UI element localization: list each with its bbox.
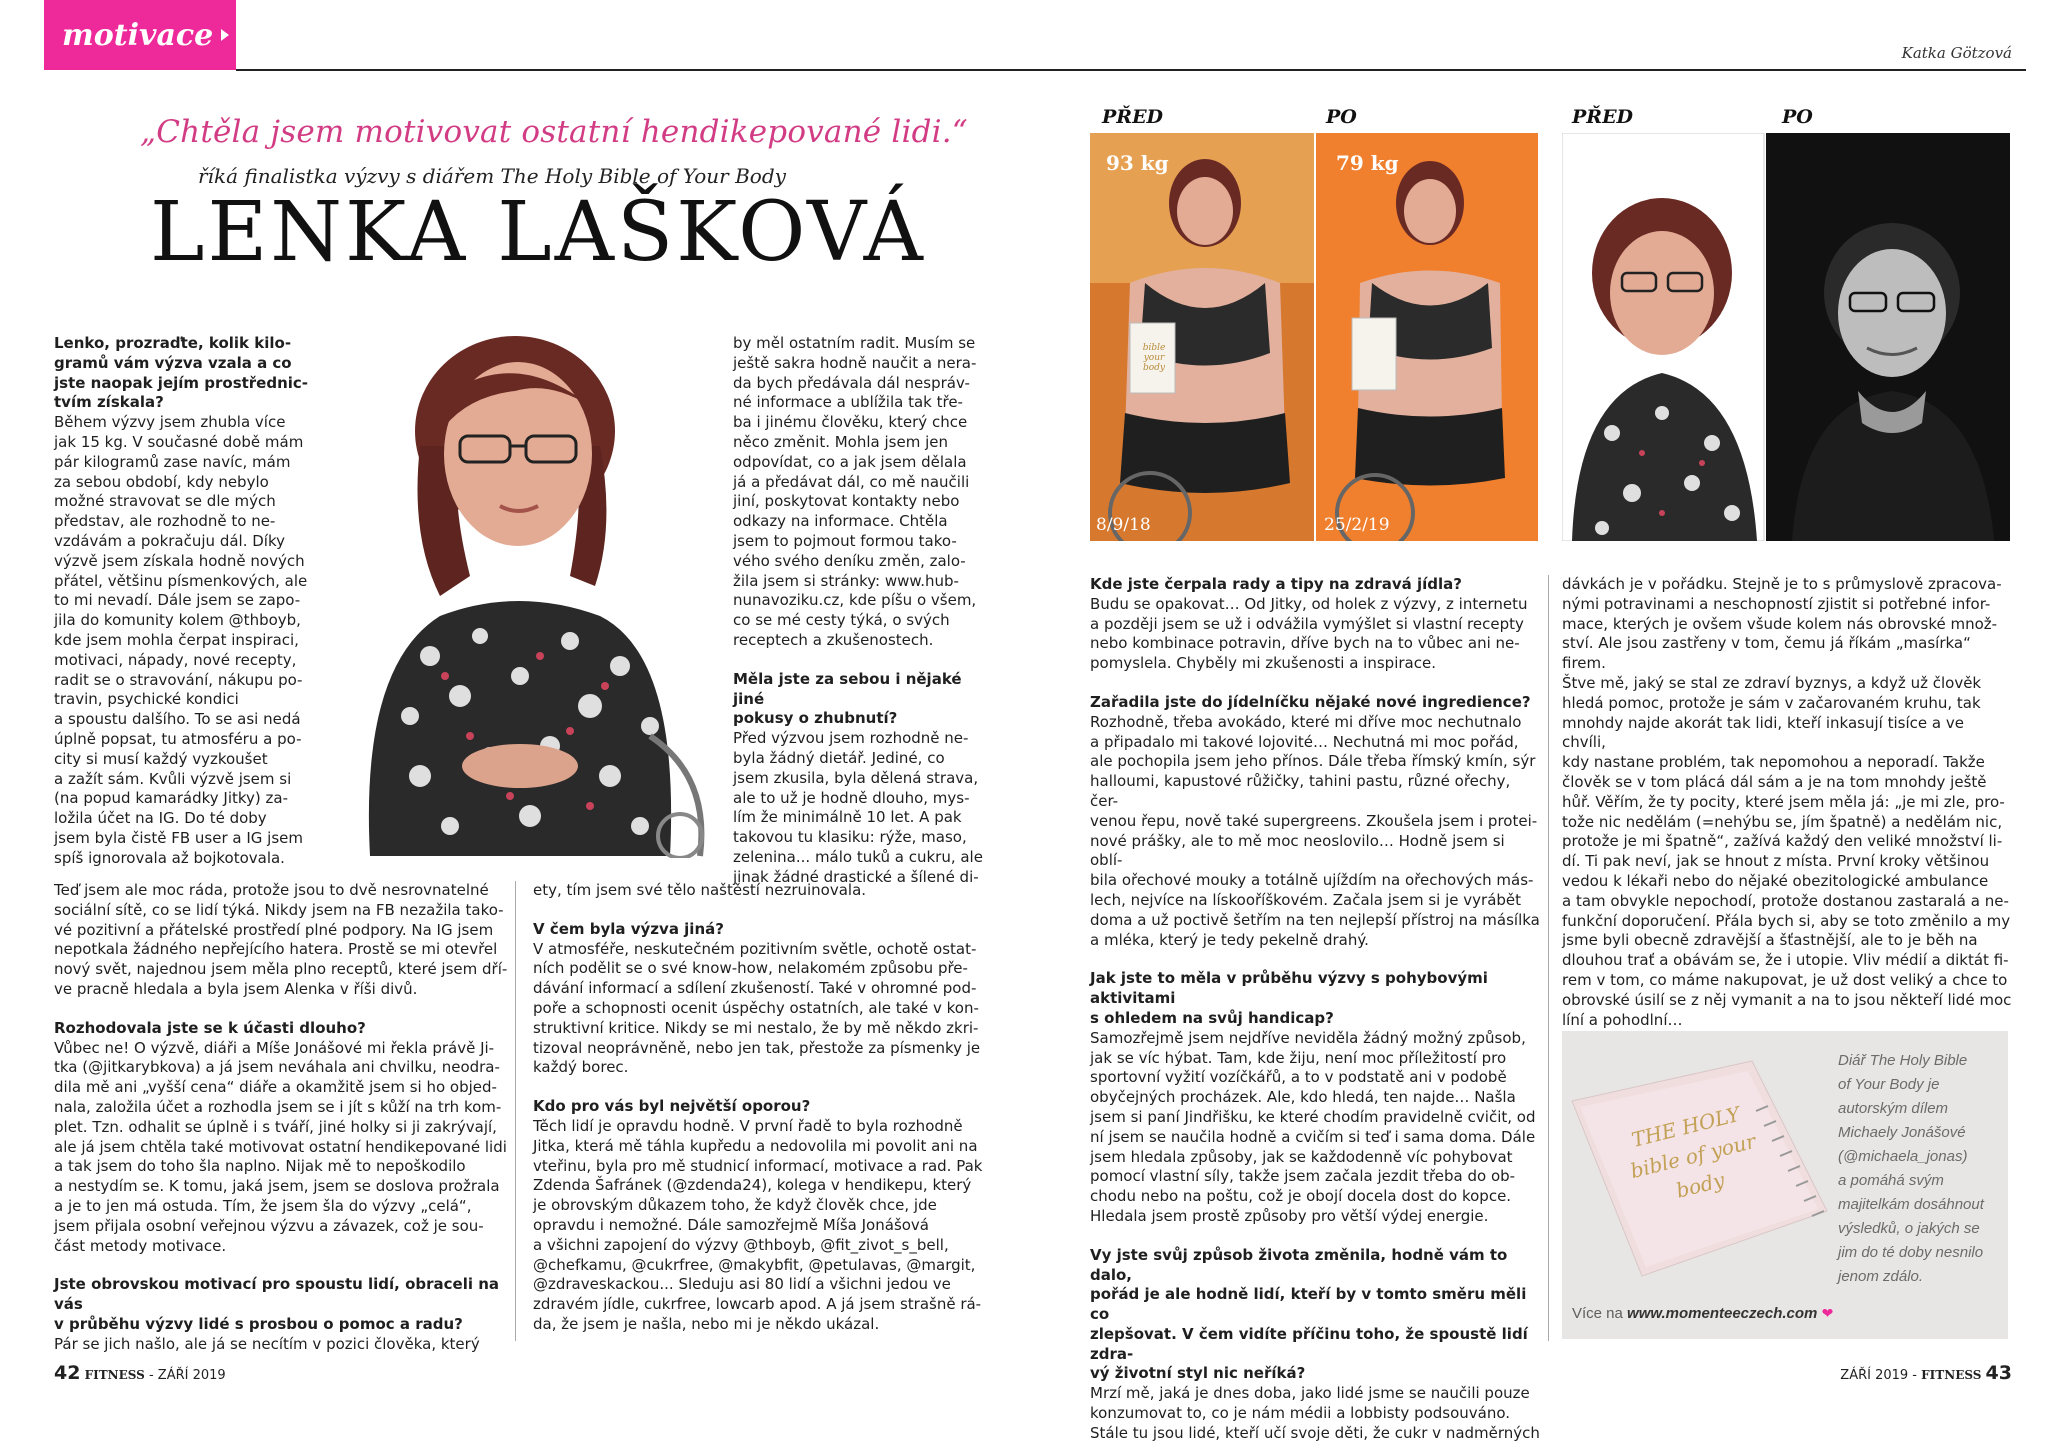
answer-line: (na popud kamarádky Jitky) za- xyxy=(54,789,289,808)
before-after-photo-1 xyxy=(1090,133,1538,541)
answer-line: a nestydím se. K tomu, jaká jsem, jsem se doslova prožrala xyxy=(54,1177,500,1196)
after-label-2: PO xyxy=(1782,106,1813,128)
question-line: gramů vám výzva vzala a co xyxy=(54,353,292,372)
answer-line: možné stravovat se dle mých xyxy=(54,492,276,511)
article-column-2-bottom xyxy=(533,881,993,1335)
paragraph-gap xyxy=(54,1256,530,1275)
answer-line: jsem zkusila, byla dělená strava, xyxy=(733,768,979,787)
answer-line: to mi nevadí. Dále jsem se zapo- xyxy=(54,591,301,610)
answer-line: dlouhou trať a obávám se, že i utopie. Vliv médií a diktát fi- xyxy=(1562,951,2009,970)
page-number-left: 42 xyxy=(54,1362,81,1384)
answer-line: opravdu i nemožné. Dále samozřejmě Míša Jonášová xyxy=(533,1215,929,1234)
answer-line: Během výzvy jsem zhubla více xyxy=(54,413,286,432)
answer-line: a později jsem se už i odvážila vymýšlet si vlastní recepty xyxy=(1090,614,1524,633)
answer-line: byla žádný dietář. Jediné, co xyxy=(733,748,945,767)
question-line: pokusy o zhubnutí? xyxy=(733,709,898,728)
diary-promo-box xyxy=(1562,1031,2008,1339)
footer-left xyxy=(54,1362,226,1384)
answer-line: líní a pohodlní… xyxy=(1562,1010,1683,1029)
answer-line: jsem si paní Jindřišku, ke které chodím pravidelně cvičit, od xyxy=(1090,1107,1536,1126)
answer-line: sociální sítě, co se lidí týká. Nikdy jsem na FB nezažila tako- xyxy=(54,900,504,919)
answer-line: protože je mi špatně“, zažívá každý den veliké množství li- xyxy=(1562,832,2003,851)
answer-line: tizoval neoprávněně, nebo jen tak, přestože za písmenky je xyxy=(533,1038,981,1057)
answer-line: radit se o stravování, nákupu po- xyxy=(54,670,303,689)
date-after: 25/2/19 xyxy=(1324,515,1390,535)
question-line: Vy jste svůj způsob života změnila, hodně vám to dalo, xyxy=(1090,1245,1508,1284)
answer-line: dí. Ti pak neví, jak se hnout z místa. První kroky většinou xyxy=(1562,852,1990,871)
question-line: pořád je ale hodně lidí, kteří by v tomto směru měli co xyxy=(1090,1285,1527,1324)
heart-icon: ❤ xyxy=(1821,1305,1834,1321)
answer-line: nala, založila účet a rozhodla jsem se i jít s kůží na trh kom- xyxy=(54,1097,502,1116)
answer-line: nový svět, najednou jsem měla plno receptů, které jsem dří- xyxy=(54,960,508,979)
answer-line: Stále tu jsou lidé, kteří učí svoje děti, že cukr v nadměrných xyxy=(1090,1423,1540,1442)
answer-line: takovou tu klasiku: rýže, maso, xyxy=(733,828,967,847)
answer-line: nebo kombinace potravin, dříve bych na to vůbec ani ne- xyxy=(1090,634,1520,653)
answer-line: vzdávám a pokračuju dál. Díky xyxy=(54,531,285,550)
answer-line: kdy nastane problém, tak nepomohou a neporadí. Takže xyxy=(1562,753,1985,772)
answer-line: rem v tom, co máme nakupovat, je už dost veliký a chce to xyxy=(1562,970,2008,989)
answer-line: Jitka, která mě táhla kupředu a nedovolila mi povolit ani na xyxy=(533,1136,978,1155)
answer-line: hledá pomoc, protože je sám v začarovaném kruhu, tak xyxy=(1562,693,1981,712)
answer-line: jsem byla čistě FB user a IG jsem xyxy=(54,828,303,847)
column-divider-right xyxy=(1548,575,1549,1341)
question-line: s ohledem na svůj handicap? xyxy=(1090,1008,1334,1027)
header-rule xyxy=(236,69,2026,71)
answer-line: představ, ale rozhodně to ne- xyxy=(54,512,276,531)
answer-line: a mléka, který je tedy pekelně drahý. xyxy=(1090,930,1369,949)
answer-line: co se mé cesty týká, o svých xyxy=(733,611,950,630)
answer-line: každý borec. xyxy=(533,1058,629,1077)
answer-line: nepotkala žádného nepřejícího hatera. Prostě se mi otevřel xyxy=(54,940,498,959)
answer-line: da bych předávala dál nespráv- xyxy=(733,373,970,392)
answer-line: ale to už je hodně dlouho, mys- xyxy=(733,788,970,807)
answer-line: a je to jen má ostuda. Tím, že jsem šla do výzvy „celá“, xyxy=(54,1196,472,1215)
promo-line: jenom zdálo. xyxy=(1838,1268,1924,1285)
answer-line: za sebou období, kdy nebylo xyxy=(54,472,269,491)
answer-line: ještě sakra hodně naučit a nera- xyxy=(733,353,977,372)
answer-line: člověk se v tom plácá dál sám a je na tom mnohdy ještě xyxy=(1562,772,1987,791)
answer-line: ety, tím jsem své tělo naštěstí nezruinovala. xyxy=(533,881,867,899)
question-line: Jak jste to měla v průběhu výzvy s pohybovými aktivitami xyxy=(1090,969,1488,1008)
answer-line: Mrzí mě, jaká je dnes doba, jako lidé jsme se naučili pouze xyxy=(1090,1384,1530,1403)
question-line: Zařadila jste do jídelníčku nějaké nové ingredience? xyxy=(1090,692,1531,711)
answer-line: Samozřejmě jsem nejdříve neviděla žádný možný způsob, xyxy=(1090,1028,1526,1047)
question-line: zlepšovat. V čem vidíte příčinu toho, že spoustě lidí zdra- xyxy=(1090,1324,1528,1363)
paragraph-gap xyxy=(1090,950,1540,969)
answer-line: ve pracně hledala a byla jsem Alenka v říši divů. xyxy=(54,979,418,998)
answer-line: pomyslela. Chyběly mi zkušenosti a inspirace. xyxy=(1090,654,1436,673)
answer-line: jsme byli obecně zdravější a šťastnější, ale to je běh na xyxy=(1562,931,1978,950)
answer-line: a spoustu dalšího. To se asi nedá xyxy=(54,710,301,729)
answer-line: dávkách je v pořádku. Stejně je to s průmyslově zpracova- xyxy=(1562,575,2002,593)
answer-line: halloumi, kapustové růžičky, tahini pastu, různé ořechy, čer- xyxy=(1090,772,1511,810)
question-line: tvím získala? xyxy=(54,393,164,412)
answer-line: nými potravinami a neschopností zjistit si potřebné infor- xyxy=(1562,594,1991,613)
before-after-photo-2 xyxy=(1562,133,2010,541)
weight-after: 79 kg xyxy=(1336,151,1399,175)
headline-subtitle: říká finalistka výzvy s diářem The Holy Bible of Your Body xyxy=(198,164,786,188)
paragraph-gap xyxy=(533,1078,993,1097)
footer-mag-right: FITNESS xyxy=(1921,1368,1982,1382)
question-line: vý životní styl nic neříká? xyxy=(1090,1364,1306,1383)
promo-line: a pomáhá svým xyxy=(1838,1172,1944,1189)
portrait-photo xyxy=(350,336,750,858)
answer-line: zelenina... málo tuků a cukru, ale xyxy=(733,847,983,866)
answer-line: a tak jsem do toho šla naplno. Nijak mě to nepoškodilo xyxy=(54,1157,466,1176)
chevron-right-icon xyxy=(221,29,229,41)
promo-line: výsledků, o jakých se xyxy=(1838,1220,1980,1237)
answer-line: poře a schopnosti ocenit úspěchy ostatních, ale také v kon- xyxy=(533,998,979,1017)
answer-line: chodu nebo na poštu, což je obojí docela dost do kopce. xyxy=(1090,1187,1512,1206)
before-label-1: PŘED xyxy=(1102,106,1164,128)
promo-link-url[interactable]: www.momenteeczech.com xyxy=(1627,1305,1818,1322)
answer-line: Rozhodně, třeba avokádo, které mi dříve moc nechutnalo xyxy=(1090,712,1522,731)
answer-line: by měl ostatním radit. Musím se xyxy=(733,334,976,352)
answer-line: jak se víc hýbat. Tam, kde žiju, není moc příležitostí pro xyxy=(1090,1048,1507,1067)
answer-line: nunavoziku.cz, kde píšu o všem, xyxy=(733,591,977,610)
article-column-4 xyxy=(1562,575,2012,1030)
question-line: V čem byla výzva jiná? xyxy=(533,919,724,938)
promo-line: of Your Body je xyxy=(1838,1076,1940,1093)
question-line: Kde jste čerpala rady a tipy na zdravá jídla? xyxy=(1090,575,1462,593)
answer-line: lím že minimálně 10 let. A pak xyxy=(733,808,962,827)
answer-line: dila mě ani „vyšší cena“ diáře a okamžitě jsem si ho objed- xyxy=(54,1078,497,1097)
promo-line: majitelkám dosáhnout xyxy=(1838,1196,1984,1213)
answer-line: bila ořechové mouky a totálně ujíždím na ořechových más- xyxy=(1090,871,1534,890)
paragraph-gap xyxy=(1090,1227,1540,1246)
question-line: v průběhu výzvy lidé s prosbou o pomoc a radu? xyxy=(54,1314,463,1333)
answer-line: Štve mě, jaký se stal ze zdraví byznys, a když už člověk xyxy=(1562,673,1982,692)
answer-line: funkční doporučení. Přála bych si, aby se toto změnilo a my xyxy=(1562,911,2011,930)
answer-line: jak 15 kg. V současné době mám xyxy=(54,432,304,451)
before-label-2: PŘED xyxy=(1572,106,1634,128)
answer-line: Vůbec ne! O výzvě, diáři a Míše Jonášové mi řekla právě Ji- xyxy=(54,1038,495,1057)
answer-line: ství. Ale jsou zastřeny v tom, čemu já říkám „masírka“ firem. xyxy=(1562,634,1971,673)
paragraph-gap xyxy=(1090,674,1540,693)
answer-line: travin, psychické kondici xyxy=(54,690,239,709)
answer-line: spíš ignorovala až bojkotovala. xyxy=(54,848,285,867)
answer-line: pomocí vlastní síly, takže jsem začala jezdit třeba do ob- xyxy=(1090,1167,1516,1186)
headline-name: LENKA LAŠKOVÁ xyxy=(150,185,926,280)
section-tag-label: motivace xyxy=(62,17,214,53)
before-after-photo-1-art xyxy=(1090,133,1538,541)
promo-line: autorským dílem xyxy=(1838,1100,1949,1117)
answer-line: Zdenda Šafránek (@zdenda24), kolega v hendikepu, který xyxy=(533,1176,972,1195)
answer-line: jinak žádné drastické a šílené di- xyxy=(733,867,979,886)
answer-line: ale pochopila jsem jeho přínos. Dále třeba římský kmín, sýr xyxy=(1090,752,1536,771)
article-column-1-top xyxy=(54,334,354,869)
weight-before: 93 kg xyxy=(1106,151,1169,175)
answer-line: konzumovat to, co je nám médii a lobbisty podsouváno. xyxy=(1090,1404,1511,1423)
promo-text xyxy=(1838,1049,2006,1289)
answer-line: Pár se jich našlo, ale já se necítím v pozici člověka, který xyxy=(54,1334,480,1353)
answer-line: doma a už poctivě šetřím na ten nejlepší přístroj na másílka xyxy=(1090,910,1540,929)
answer-line: Těch lidí je opravdu hodně. V první řadě to byla rozhodně xyxy=(533,1116,963,1135)
answer-line: ní jsem se naučila hodně a cvičím si teď i sama doma. Dále xyxy=(1090,1127,1536,1146)
promo-line: (@michaela_jonas) xyxy=(1838,1148,1968,1165)
answer-line: já a předávat dál, co mě naučili xyxy=(733,472,970,491)
footer-mag-left: FITNESS xyxy=(84,1368,145,1382)
answer-line: hůř. Věřím, že ty pocity, které jsem měla já: „je mi zle, pro- xyxy=(1562,792,2005,811)
column-divider xyxy=(515,881,516,1341)
answer-line: ba i jinému člověku, který chce xyxy=(733,413,968,432)
answer-line: vé pozitivní a přátelské prostředí plné podpory. Na IG jsem xyxy=(54,920,494,939)
promo-link[interactable] xyxy=(1572,1305,1833,1322)
article-column-1-bottom xyxy=(54,881,530,1355)
answer-line: jsem hledala způsoby, jak se každodenně víc pohybovat xyxy=(1090,1147,1513,1166)
answer-line: Před výzvou jsem rozhodně ne- xyxy=(733,729,969,748)
answer-line: obrovské úsilí se z něj vymanit a na to jsou někteří lidé moc xyxy=(1562,990,2012,1009)
answer-line: tože nic nedělám (=nehýbu se, jím špatně) a nedělám nic, xyxy=(1562,812,2003,831)
answer-line: Budu se opakovat… Od Jitky, od holek z výzvy, z internetu xyxy=(1090,594,1528,613)
question-line: Rozhodovala jste se k účasti dlouho? xyxy=(54,1018,366,1037)
article-column-3 xyxy=(1090,575,1540,1444)
answer-line: mace, kterých je ovšem všude kolem nás obrovské množ- xyxy=(1562,614,1998,633)
answer-line: V atmosféře, neskutečném pozitivním světle, ochotě ostat- xyxy=(533,939,977,958)
answer-line: a tam obvykle nepochodí, protože dostanou zastaralá a ne- xyxy=(1562,891,2009,910)
answer-line: @chefkamu, @cukrfree, @makybfit, @petulavas, @margit, xyxy=(533,1255,976,1274)
answer-line: je obrovským důkazem toho, že když člověk chce, jde xyxy=(533,1196,937,1215)
answer-line: jsem to pojmout formou tako- xyxy=(733,531,957,550)
answer-line: jila do komunity kolem @thboyb, xyxy=(54,611,301,630)
answer-line: Hledala jsem prostě způsoby pro větší výdej energie. xyxy=(1090,1206,1489,1225)
answer-line: mnohdy najde akorát tak lidi, kteří inkasují tisíce a ve chvíli, xyxy=(1562,713,1964,752)
answer-line: zdravém jídle, cukrfree, lowcarb apod. A já jsem strašně rá- xyxy=(533,1295,982,1314)
question-line: Lenko, prozraďte, kolik kilo- xyxy=(54,334,292,352)
promo-line: jim do té doby nesnilo xyxy=(1838,1244,1984,1261)
answer-line: jsem přijala osobní veřejnou výzvu a závazek, což je sou- xyxy=(54,1216,484,1235)
answer-line: Teď jsem ale moc ráda, protože jsou to dvě nesrovnatelné xyxy=(54,881,489,899)
pull-quote: „Chtěla jsem motivovat ostatní hendikepované lidi.“ xyxy=(140,114,968,150)
answer-line: výzvě jsem získala hodně nových xyxy=(54,551,305,570)
question-line: jste naopak jejím prostřednic- xyxy=(54,373,309,392)
answer-line: něco změnit. Mohla jsem jen xyxy=(733,432,948,451)
answer-line: motivaci, nápady, nové recepty, xyxy=(54,650,297,669)
answer-line: kde jsem mohla čerpat inspiraci, xyxy=(54,630,299,649)
answer-line: sportovní vyžití vozíčkářů, a to v podstatě ani v podobě xyxy=(1090,1068,1507,1087)
answer-line: vého svého deníku změn, zalo- xyxy=(733,551,966,570)
answer-line: ložila účet na IG. Do té doby xyxy=(54,809,267,828)
answer-line: lech, nejvíce na lískooříškovém. Začala jsem si je vyrábět xyxy=(1090,890,1522,909)
footer-date-right: ZÁŘÍ 2019 - xyxy=(1840,1368,1918,1383)
section-tag xyxy=(44,0,236,70)
paragraph-gap xyxy=(54,1000,530,1019)
paragraph-gap xyxy=(533,901,993,920)
page-number-right: 43 xyxy=(1985,1362,2012,1384)
promo-line: Michaely Jonášové xyxy=(1838,1124,1966,1141)
answer-line: přátel, většinu písmenkových, ale xyxy=(54,571,308,590)
answer-line: né informace a ublížila tak tře- xyxy=(733,393,963,412)
answer-line: vteřinu, byla pro mě studnicí informací, motivace a rad. Pak xyxy=(533,1156,983,1175)
answer-line: tka (@jitkarybkova) a já jsem neváhala ani chvilku, neodra- xyxy=(54,1058,500,1077)
answer-line: a všichni zapojení do výzvy @thboyb, @fit_zivot_s_bell, xyxy=(533,1235,949,1254)
author-name: Katka Götzová xyxy=(1901,44,2012,62)
answer-line: da, že jsem je našla, nebo mi je někdo ukázal. xyxy=(533,1314,880,1333)
answer-line: a připadalo mi takové lojovité… Nechutná mi moc pořád, xyxy=(1090,732,1519,751)
answer-line: žila jsem si stránky: www.hub- xyxy=(733,571,959,590)
footer-right xyxy=(1840,1362,2012,1384)
answer-line: dávání informací a sdílení zkušeností. Také v ohromné pod- xyxy=(533,979,977,998)
answer-line: vedou k lékaři nebo do nějaké obezitologické ambulance xyxy=(1562,871,1989,890)
answer-line: plet. Tzn. odhalit se úplně i s tváří, jiné holky si ji zakrývají, xyxy=(54,1117,497,1136)
answer-line: ale já jsem chtěla také motivovat ostatní hendikepované lidi xyxy=(54,1137,507,1156)
notebook-cover-lettering: THE HOLY bible of your body xyxy=(1627,1101,1759,1203)
article-column-2-top xyxy=(733,334,993,888)
answer-line: nové prášky, ale to mě moc neoslovilo… Hodně jsem si oblí- xyxy=(1090,831,1505,870)
date-before: 8/9/18 xyxy=(1096,515,1151,535)
answer-line: pár kilogramů zase navíc, mám xyxy=(54,452,291,471)
promo-link-prefix: Více na xyxy=(1572,1305,1623,1322)
notebook-lettering-left: bible your body xyxy=(1142,343,1166,373)
question-line: Měla jste za sebou i nějaké jiné xyxy=(733,669,962,708)
answer-line: receptech a zkušenostech. xyxy=(733,630,934,649)
answer-line: venou řepu, nově také supergreens. Zkoušela jsem i protei- xyxy=(1090,811,1538,830)
answer-line: ních podělit se o své know-how, nelakomém způsobu pře- xyxy=(533,959,968,978)
answer-line: @zdraveskackou... Sleduju asi 80 lidí a všichni jedou ve xyxy=(533,1275,951,1294)
answer-line: a zažít sám. Kvůli výzvě jsem si xyxy=(54,769,292,788)
answer-line: úplně popsat, tu atmosféru a po- xyxy=(54,729,302,748)
answer-line: odkazy na informace. Chtěla xyxy=(733,512,948,531)
answer-line: část metody motivace. xyxy=(54,1236,227,1255)
promo-line: Diář The Holy Bible xyxy=(1838,1052,1968,1069)
question-line: Jste obrovskou motivací pro spoustu lidí, obraceli na vás xyxy=(54,1275,500,1314)
question-line: Kdo pro vás byl největší oporou? xyxy=(533,1097,811,1116)
answer-line: obyčejných procházek. Ale, kdo hledá, ten najde… Našla xyxy=(1090,1088,1516,1107)
answer-line: struktivní kritice. Nikdy se mi nestalo, že by mě někdo zkri- xyxy=(533,1018,979,1037)
footer-date-left: - ZÁŘÍ 2019 xyxy=(148,1368,226,1383)
answer-line: odpovídat, co a jak jsem dělala xyxy=(733,452,967,471)
answer-line: city si musí každý vyzkoušet xyxy=(54,749,268,768)
answer-line: jiní, poskytovat kontakty nebo xyxy=(733,492,960,511)
after-label-1: PO xyxy=(1326,106,1357,128)
paragraph-gap xyxy=(733,651,993,670)
